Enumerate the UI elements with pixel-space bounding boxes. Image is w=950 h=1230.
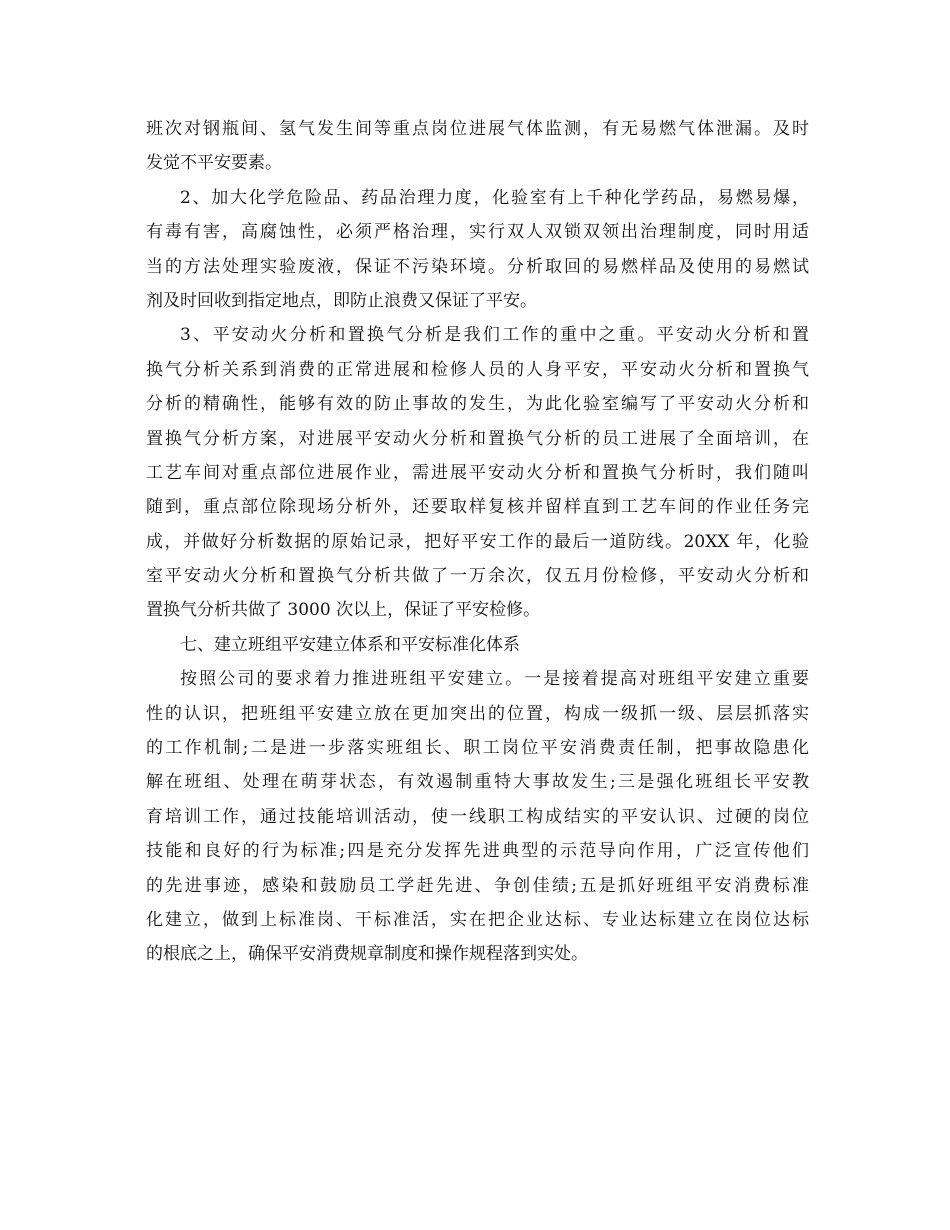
text-line: 的先进事迹，感染和鼓励员工学赶先进、争创佳绩;五是抓好班组平安消费标准	[146, 875, 809, 896]
text-line: 成，并做好分析数据的原始记录，把好平安工作的最后一道防线。20XX 年，化验	[146, 531, 809, 552]
text-line: 室平安动火分析和置换气分析共做了一万余次，仅五月份检修，平安动火分析和	[146, 566, 809, 587]
text-line: 发觉不平安要素。	[146, 153, 282, 174]
text-line: 随到，重点部位除现场分析外，还要取样复核并留样直到工艺车间的作业任务完	[146, 497, 809, 518]
text-line: 换气分析关系到消费的正常进展和检修人员的人身平安，平安动火分析和置换气	[146, 359, 809, 380]
text-line: 剂及时回收到指定地点，即防止浪费又保证了平安。	[146, 290, 537, 311]
text-line: 置换气分析方案，对进展平安动火分析和置换气分析的员工进展了全面培训，在	[146, 428, 809, 449]
text-line: 的工作机制;二是进一步落实班组长、职工岗位平安消费责任制，把事故隐患化	[146, 738, 809, 759]
text-line: 工艺车间对重点部位进展作业，需进展平安动火分析和置换气分析时，我们随叫	[146, 462, 809, 483]
text-line: 技能和良好的行为标准;四是充分发挥先进典型的示范导向作用，广泛宣传他们	[146, 841, 809, 862]
text-line: 置换气分析共做了 3000 次以上，保证了平安检修。	[146, 600, 541, 621]
text-line: 解在班组、处理在萌芽状态，有效遏制重特大事故发生;三是强化班组长平安教	[146, 772, 809, 793]
text-line: 2、加大化学危险品、药品治理力度，化验室有上千种化学药品，易燃易爆，	[180, 187, 809, 208]
text-line: 按照公司的要求着力推进班组平安建立。一是接着提高对班组平安建立重要	[180, 669, 809, 690]
text-line: 3、平安动火分析和置换气分析是我们工作的重中之重。平安动火分析和置	[180, 325, 809, 346]
text-line: 性的认识，把班组平安建立放在更加突出的位置，构成一级抓一级、层层抓落实	[146, 703, 809, 724]
text-line: 有毒有害，高腐蚀性，必须严格治理，实行双人双锁双领出治理制度，同时用适	[146, 222, 809, 243]
text-line: 的根底之上，确保平安消费规章制度和操作规程落到实处。	[146, 944, 588, 965]
text-line: 当的方法处理实验废液，保证不污染环境。分析取回的易燃样品及使用的易燃试	[146, 256, 809, 277]
text-line: 化建立，做到上标准岗、干标准活，实在把企业达标、专业达标建立在岗位达标	[146, 909, 809, 930]
text-line: 分析的精确性，能够有效的防止事故的发生，为此化验室编写了平安动火分析和	[146, 394, 809, 415]
section-heading: 七、建立班组平安建立体系和平安标准化体系	[180, 634, 520, 655]
text-line: 育培训工作，通过技能培训活动，使一线职工构成结实的平安认识、过硬的岗位	[146, 806, 809, 827]
text-line: 班次对钢瓶间、氢气发生间等重点岗位进展气体监测，有无易燃气体泄漏。及时	[146, 119, 809, 139]
document-body	[146, 112, 809, 972]
